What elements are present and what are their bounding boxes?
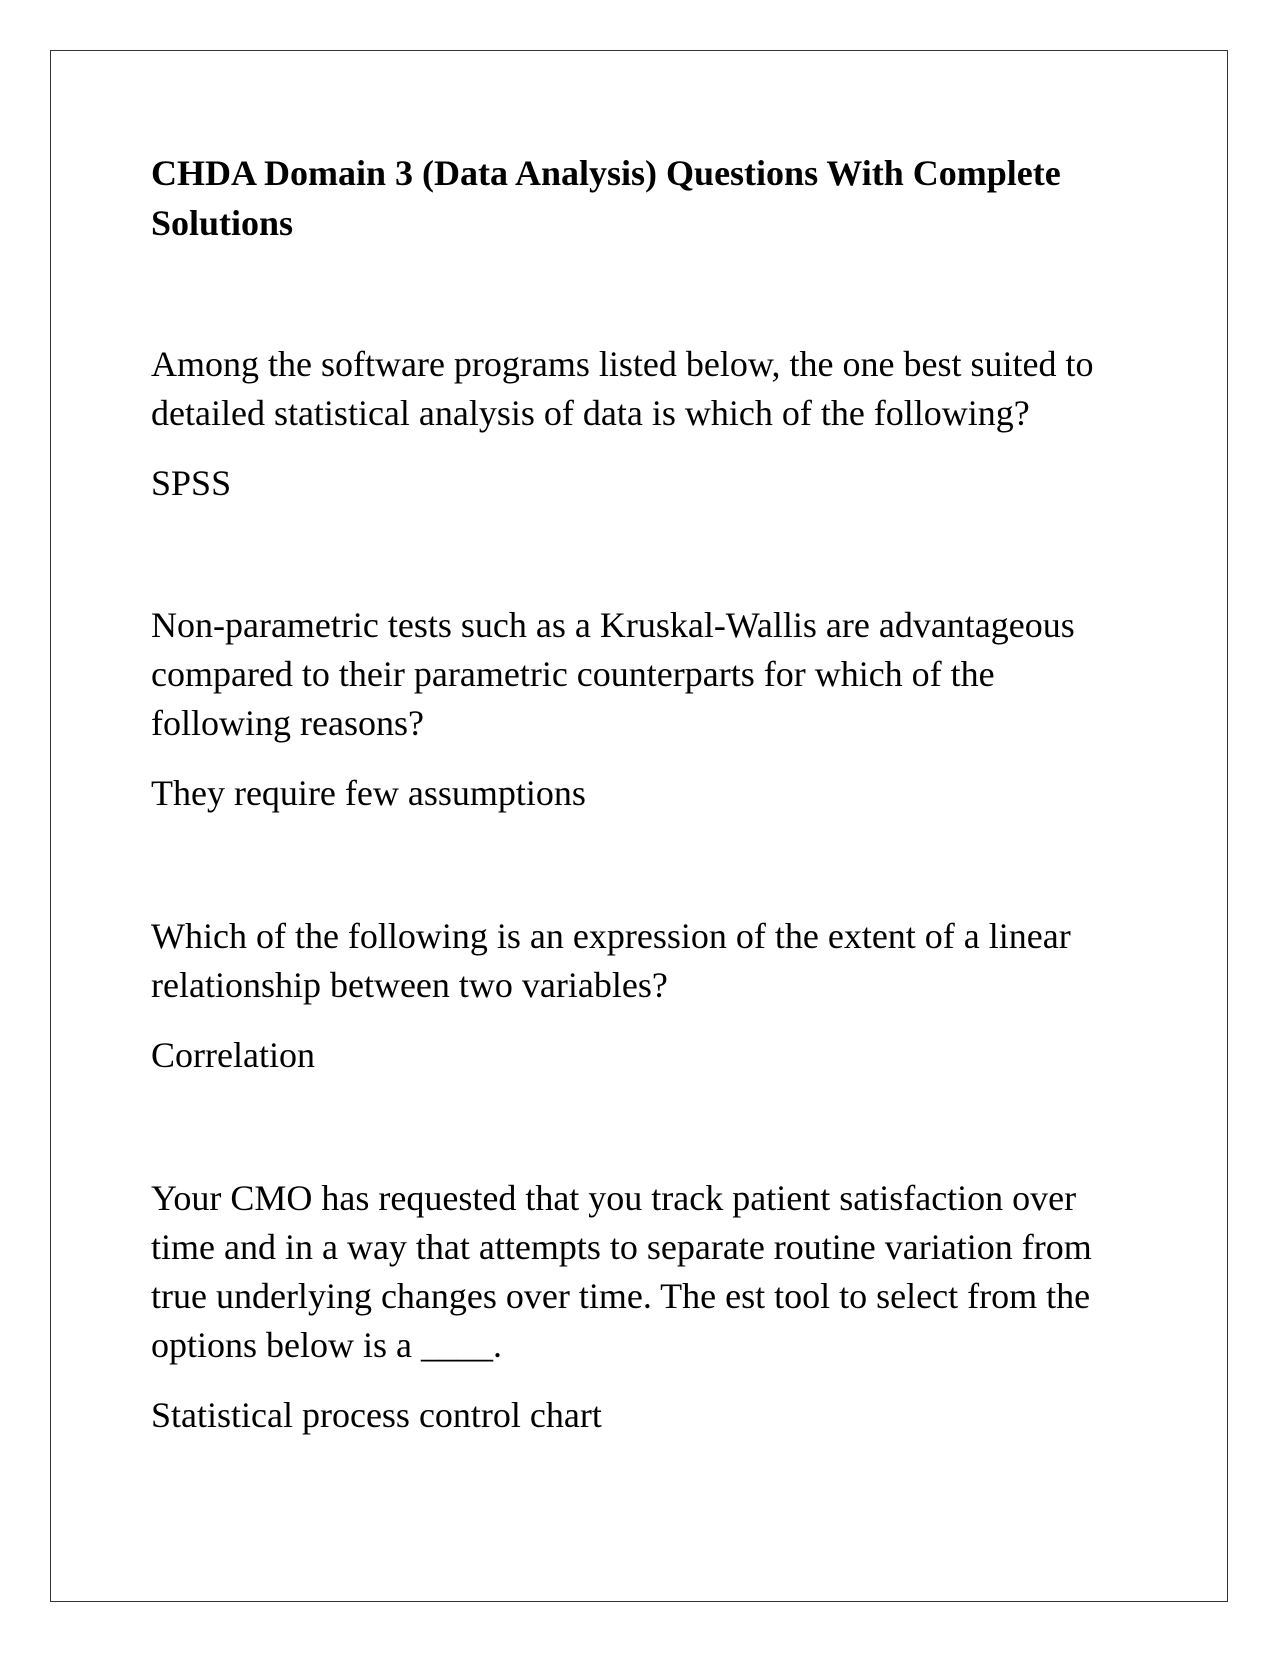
answer-text: They require few assumptions bbox=[151, 773, 586, 813]
document-title: CHDA Domain 3 (Data Analysis) Questions With Complete Solutions bbox=[151, 153, 1061, 243]
qa-item bbox=[151, 340, 1141, 508]
question-text: Which of the following is an expression of the extent of a linear relationship between two variables? bbox=[151, 916, 1071, 1005]
qa-item bbox=[151, 601, 1141, 818]
question-text: Non-parametric tests such as a Kruskal-Wallis are advantageous compared to their parametric counterparts for which of the following reasons? bbox=[151, 605, 1075, 743]
qa-item bbox=[151, 1174, 1141, 1440]
question-text: Among the software programs listed below, the one best suited to detailed statistical analysis of data is which of the following? bbox=[151, 344, 1094, 433]
answer-text: SPSS bbox=[151, 463, 232, 503]
qa-item bbox=[151, 912, 1141, 1080]
question-text: Your CMO has requested that you track patient satisfaction over time and in a way that attempts to separate routine variation from true underlying changes over time. The est tool to select from the options below is a ____. bbox=[151, 1178, 1092, 1365]
answer-text: Statistical process control chart bbox=[151, 1395, 602, 1435]
answer-text: Correlation bbox=[151, 1035, 315, 1075]
